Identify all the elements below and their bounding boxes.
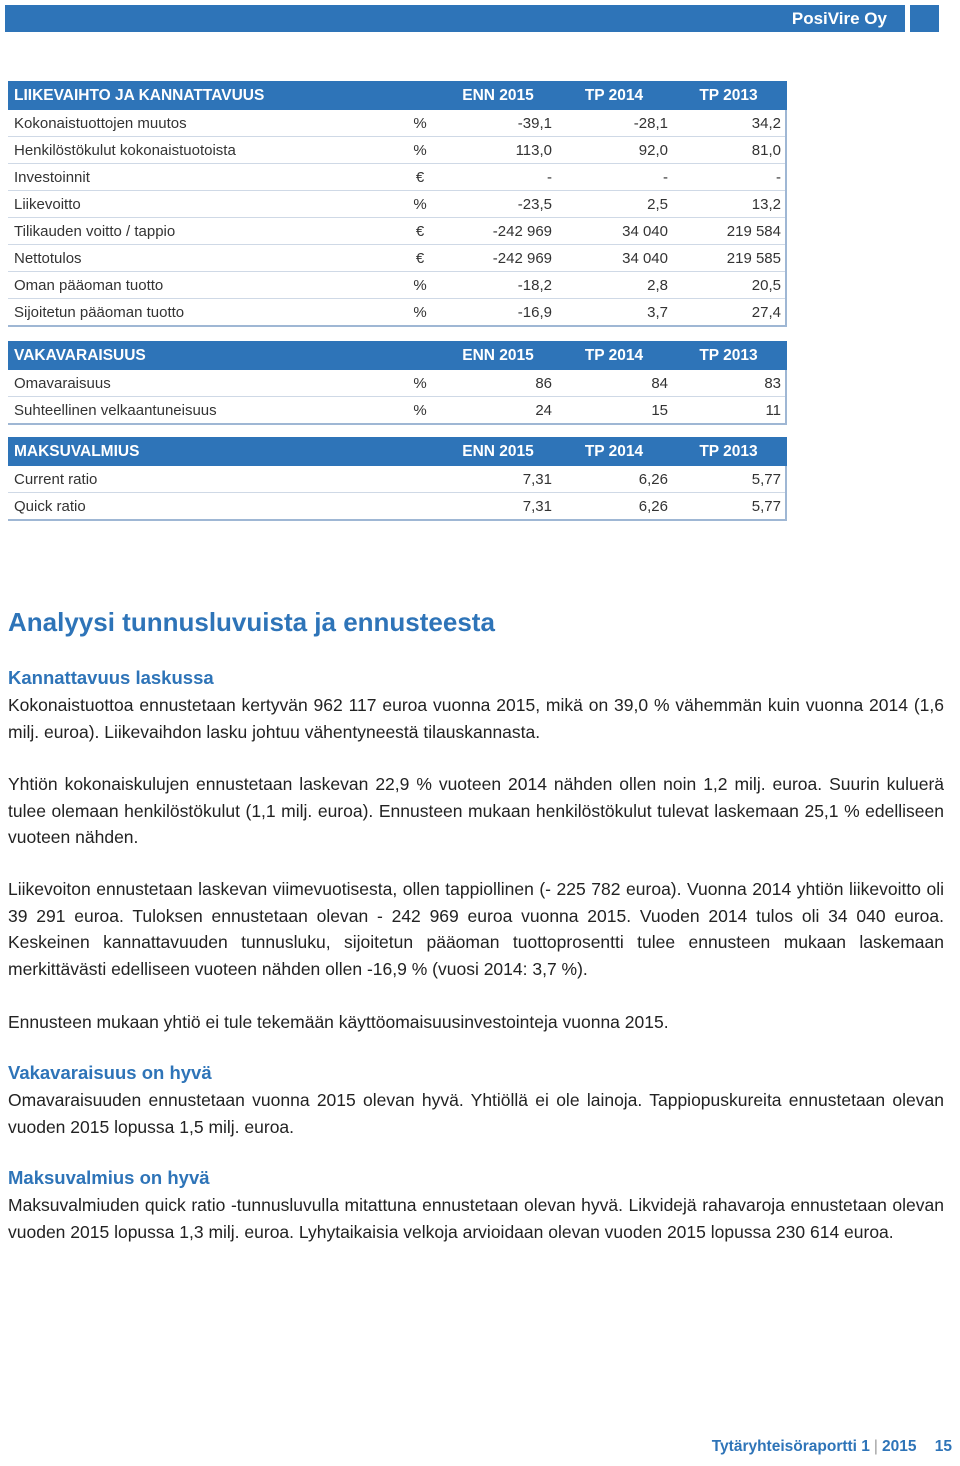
cell-value: 34 040 xyxy=(556,218,672,245)
brand-name: PosiVire Oy xyxy=(791,9,887,28)
cell-value: 2,5 xyxy=(556,191,672,218)
table-row xyxy=(8,218,786,245)
table-row xyxy=(8,397,786,425)
table-row xyxy=(8,272,786,299)
footer-separator: | xyxy=(873,1438,878,1455)
paragraph: Liikevoiton ennustetaan laskevan viimevuotisesta, ollen tappiollinen (- 225 782 euroa). Vuonna 2014 yhtiön liikevoitto oli 39 291 euroa. Tuloksen ennustetaan olevan - 242 969 euroa vuonna 2015. Vuoden 2014 tulos oli 34 040 euroa. Keskeinen kannattavuuden tunnusluku, sijoitetun pääoman tuottoprosentti tulee ennusteen mukaan laskemaan merkittävästi edelliseen vuoteen nähden ollen -16,9 % (vuosi 2014: 3,7 %). xyxy=(8,879,944,979)
section-heading-vakavaraisuus: Vakavaraisuus on hyvä xyxy=(8,1062,212,1083)
cell-value: 86 xyxy=(440,370,556,397)
row-label: Henkilöstökulut kokonaistuotoista xyxy=(8,137,400,164)
cell-value: -242 969 xyxy=(440,218,556,245)
row-unit: % xyxy=(400,110,440,137)
cell-value: -28,1 xyxy=(556,110,672,137)
header-corner-block xyxy=(910,5,939,32)
cell-value: 219 585 xyxy=(672,245,786,272)
vakavaraisuus-table xyxy=(8,341,787,425)
cell-value: 6,26 xyxy=(556,466,672,493)
cell-value: 3,7 xyxy=(556,299,672,327)
cell-value: -16,9 xyxy=(440,299,556,327)
row-unit: % xyxy=(400,137,440,164)
cell-value: 13,2 xyxy=(672,191,786,218)
cell-value: 81,0 xyxy=(672,137,786,164)
table-row xyxy=(8,299,786,327)
cell-value: 113,0 xyxy=(440,137,556,164)
cell-value: 34 040 xyxy=(556,245,672,272)
section-heading-kannattavuus: Kannattavuus laskussa xyxy=(8,667,214,688)
table-header-row xyxy=(8,81,786,110)
header-bar xyxy=(5,5,905,32)
analysis-title: Analyysi tunnusluvuista ja ennusteesta xyxy=(8,607,495,637)
cell-value: 5,77 xyxy=(672,466,786,493)
cell-value: 84 xyxy=(556,370,672,397)
table-row xyxy=(8,370,786,397)
table-row xyxy=(8,493,786,521)
cell-value: - xyxy=(440,164,556,191)
row-unit: % xyxy=(400,299,440,327)
row-label: Sijoitetun pääoman tuotto xyxy=(8,299,400,327)
footer-report-name: Tytäryhteisöraportti 1 xyxy=(711,1438,870,1455)
row-unit: € xyxy=(400,218,440,245)
paragraph: Maksuvalmiuden quick ratio -tunnusluvulla mitattuna ennustetaan olevan hyvä. Likvidejä rahavaroja ennustetaan olevan vuoden 2015 lopussa 1,3 milj. euroa. Lyhytaikaisia velkoja arvioidaan olevan vuoden 2015 lopussa 230 614 euroa. xyxy=(8,1195,944,1242)
row-unit: € xyxy=(400,245,440,272)
column-header: TP 2013 xyxy=(672,341,786,370)
table-title: VAKAVARAISUUS xyxy=(8,341,440,370)
table-header-row xyxy=(8,341,786,370)
row-label: Oman pääoman tuotto xyxy=(8,272,400,299)
cell-value: 92,0 xyxy=(556,137,672,164)
row-label: Tilikauden voitto / tappio xyxy=(8,218,400,245)
cell-value: - xyxy=(672,164,786,191)
column-header: ENN 2015 xyxy=(440,341,556,370)
column-header: TP 2013 xyxy=(672,437,786,466)
maksuvalmius-table xyxy=(8,437,787,521)
section-heading-maksuvalmius: Maksuvalmius on hyvä xyxy=(8,1167,210,1188)
cell-value: 219 584 xyxy=(672,218,786,245)
cell-value: 20,5 xyxy=(672,272,786,299)
cell-value: -39,1 xyxy=(440,110,556,137)
cell-value: -18,2 xyxy=(440,272,556,299)
column-header: ENN 2015 xyxy=(440,437,556,466)
cell-value: 83 xyxy=(672,370,786,397)
paragraph: Yhtiön kokonaiskulujen ennustetaan laskevan 22,9 % vuoteen 2014 nähden ollen noin 1,2 milj. euroa. Suurin kuluerä tulee olemaan henkilöstökulut (1,1 milj. euroa). Ennusteen mukaan henkilöstökulut tulevat laskemaan 25,1 % edelliseen vuoteen nähden. xyxy=(8,774,944,847)
column-header: TP 2013 xyxy=(672,81,786,110)
paragraph: Ennusteen mukaan yhtiö ei tule tekemään käyttöomaisuusinvestointeja vuonna 2015. xyxy=(8,1012,669,1032)
table-title: MAKSUVALMIUS xyxy=(8,437,440,466)
row-unit: € xyxy=(400,164,440,191)
row-label: Current ratio xyxy=(8,466,400,493)
cell-value: 24 xyxy=(440,397,556,425)
table-title: LIIKEVAIHTO JA KANNATTAVUUS xyxy=(8,81,440,110)
row-unit xyxy=(400,466,440,493)
row-label: Suhteellinen velkaantuneisuus xyxy=(8,397,400,425)
table-row xyxy=(8,245,786,272)
cell-value: 7,31 xyxy=(440,466,556,493)
row-unit: % xyxy=(400,191,440,218)
cell-value: - xyxy=(556,164,672,191)
column-header: TP 2014 xyxy=(556,341,672,370)
cell-value: 6,26 xyxy=(556,493,672,521)
table-row xyxy=(8,137,786,164)
footer xyxy=(712,1438,952,1456)
row-label: Kokonaistuottojen muutos xyxy=(8,110,400,137)
cell-value: 2,8 xyxy=(556,272,672,299)
table-row xyxy=(8,110,786,137)
cell-value: 15 xyxy=(556,397,672,425)
column-header: TP 2014 xyxy=(556,437,672,466)
cell-value: -242 969 xyxy=(440,245,556,272)
row-unit: % xyxy=(400,370,440,397)
row-label: Quick ratio xyxy=(8,493,400,521)
row-label: Liikevoitto xyxy=(8,191,400,218)
row-unit: % xyxy=(400,397,440,425)
kannattavuus-table xyxy=(8,81,787,327)
cell-value: 11 xyxy=(672,397,786,425)
cell-value: 5,77 xyxy=(672,493,786,521)
table-header-row xyxy=(8,437,786,466)
table-row xyxy=(8,164,786,191)
row-unit: % xyxy=(400,272,440,299)
row-label: Nettotulos xyxy=(8,245,400,272)
column-header: TP 2014 xyxy=(556,81,672,110)
cell-value: 27,4 xyxy=(672,299,786,327)
cell-value: 7,31 xyxy=(440,493,556,521)
row-label: Omavaraisuus xyxy=(8,370,400,397)
page-number: 15 xyxy=(934,1438,952,1455)
table-row xyxy=(8,466,786,493)
row-unit xyxy=(400,493,440,521)
table-row xyxy=(8,191,786,218)
cell-value: 34,2 xyxy=(672,110,786,137)
row-label: Investoinnit xyxy=(8,164,400,191)
paragraph: Kokonaistuottoa ennustetaan kertyvän 962 117 euroa vuonna 2015, mikä on 39,0 % vähemmän kuin vuonna 2014 (1,6 milj. euroa). Liikevaihdon lasku johtuu vähentyneestä tilauskannasta. xyxy=(8,695,944,742)
column-header: ENN 2015 xyxy=(440,81,556,110)
footer-year: 2015 xyxy=(881,1438,917,1455)
paragraph: Omavaraisuuden ennustetaan vuonna 2015 olevan hyvä. Yhtiöllä ei ole lainoja. Tappiopuskureita ennustetaan olevan vuoden 2015 lopussa 1,5 milj. euroa. xyxy=(8,1090,944,1137)
cell-value: -23,5 xyxy=(440,191,556,218)
